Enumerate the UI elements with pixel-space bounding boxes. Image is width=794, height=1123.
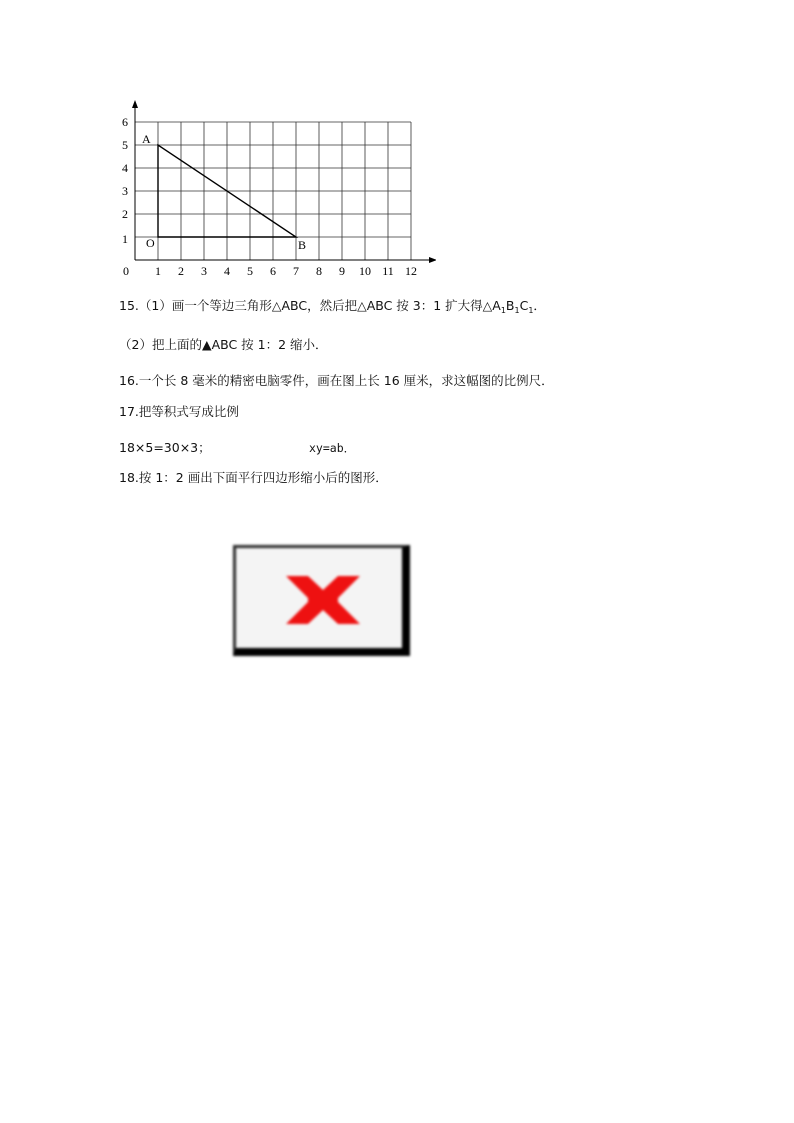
point-label-o: O [146,236,155,250]
x-tick-label: 4 [224,264,230,278]
equation-2: xy=ab． [309,441,356,455]
question-15-part-2: （2）把上面的▲ABC 按 1：2 缩小． [119,337,328,352]
x-tick-label: 2 [178,264,184,278]
coordinate-grid-figure [116,100,436,284]
q15-end: ． [533,298,546,313]
broken-image-placeholder [230,542,410,656]
x-tick-label: 5 [247,264,253,278]
y-tick-label: 6 [122,115,128,129]
x-tick-label: 9 [339,264,345,278]
q15-c: C [519,298,529,313]
x-tick-label: 7 [293,264,299,278]
q15-sub-b: 1 [514,306,520,315]
equation-1: 18×5=30×3； [119,440,211,455]
y-tick-label: 1 [122,232,128,246]
question-17-equations [119,439,356,457]
x-tick-label: 10 [359,264,371,278]
q15-b: B [505,298,515,313]
q15-sub-a: 1 [500,306,506,315]
x-tick-label: 8 [316,264,322,278]
q15-part1-text: 15.（1）画一个等边三角形△ABC，然后把△ABC 按 3：1 扩大得△A [119,298,501,313]
x-tick-label: 0 [123,264,129,278]
y-tick-label: 2 [122,207,128,221]
question-18: 18.按 1：2 画出下面平行四边形缩小后的图形． [119,470,388,485]
broken-image-frame [233,545,410,656]
question-17: 17.把等积式写成比例 [119,404,239,419]
y-tick-label: 4 [122,161,128,175]
x-axis-arrow [429,257,436,263]
y-tick-label: 3 [122,184,128,198]
point-label-a: A [142,132,151,146]
x-tick-label: 6 [270,264,276,278]
y-axis-arrow [132,100,138,108]
red-x-icon [278,570,368,630]
point-label-b: B [298,238,307,252]
x-tick-label: 3 [201,264,207,278]
question-15-part-1 [119,297,546,320]
q15-sub-c: 1 [528,306,534,315]
y-tick-label: 5 [122,138,128,152]
x-tick-label: 12 [405,264,417,278]
question-16: 16.一个长 8 毫米的精密电脑零件，画在图上长 16 厘米，求这幅图的比例尺． [119,373,554,388]
x-tick-label: 11 [382,264,394,278]
grid-svg [116,100,436,284]
x-tick-label: 1 [155,264,161,278]
